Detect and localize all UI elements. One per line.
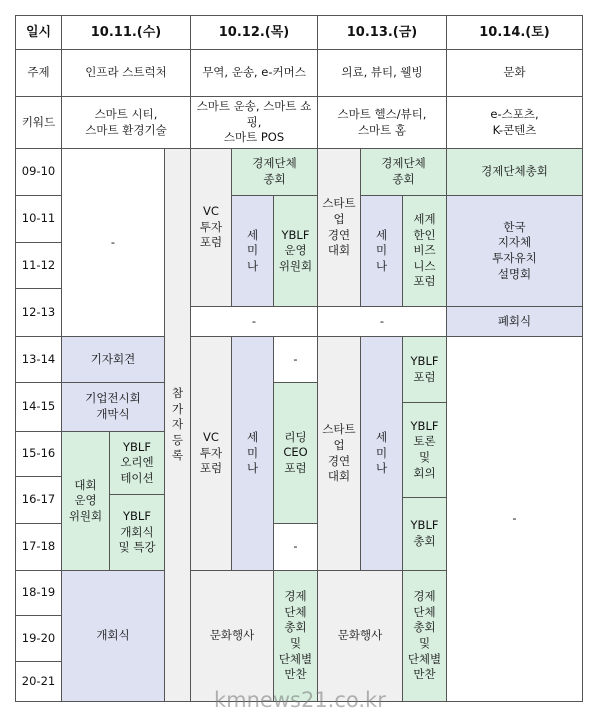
time-slot: 17-18 — [15, 523, 62, 571]
day1-participant-registration: 참 가 자 등 록 — [164, 148, 191, 702]
time-slot: 19-20 — [15, 615, 62, 662]
day2-federation-meeting: 경제단체 종회 — [231, 148, 318, 196]
day3-yblf-debate: YBLF 토론 및 회의 — [402, 402, 447, 498]
keyword-day-1: 스마트 시티, 스마트 환경기술 — [61, 96, 191, 149]
header-date-label: 일시 — [15, 15, 62, 50]
day4-afternoon-empty: - — [446, 336, 583, 702]
theme-day-3: 의료, 뷰티, 웰빙 — [317, 49, 447, 97]
time-slot: 15-16 — [15, 431, 62, 477]
day2-cultural-event: 문화행사 — [190, 570, 274, 702]
day1-morning-empty: - — [61, 148, 165, 337]
day2-seminar-afternoon: 세 미 나 — [231, 336, 274, 571]
day2-empty-late-afternoon: - — [273, 523, 318, 571]
time-slot: 18-19 — [15, 570, 62, 616]
day1-yblf-orientation: YBLF 오리엔 테이션 — [109, 431, 165, 495]
time-slot: 10-11 — [15, 195, 62, 243]
keyword-day-2: 스마트 운송, 스마트 쇼핑, 스마트 POS — [190, 96, 318, 149]
day2-yblf-committee: YBLF 운영 위원회 — [273, 195, 318, 307]
keyword-day-3: 스마트 헬스/뷰티, 스마트 홈 — [317, 96, 447, 149]
header-day-3: 10.13.(금) — [317, 15, 447, 50]
day1-opening-ceremony: 개회식 — [61, 570, 165, 702]
time-slot: 13-14 — [15, 336, 62, 383]
watermark: kmnews21.co.kr — [214, 688, 386, 712]
day3-noon-empty: - — [317, 306, 447, 337]
day4-investment-briefing: 한국 지자체 투자유치 설명회 — [446, 195, 583, 307]
day2-vc-forum-morning: VC 투자 포럼 — [190, 148, 232, 307]
day2-leading-ceo-forum: 리딩 CEO 포럼 — [273, 382, 318, 524]
header-day-2: 10.12.(목) — [190, 15, 318, 50]
header-day-4: 10.14.(토) — [446, 15, 583, 50]
time-slot: 20-21 — [15, 661, 62, 702]
day3-seminar-morning: 세 미 나 — [360, 195, 403, 307]
day3-startup-contest-afternoon: 스타트 업 경연 대회 — [317, 336, 361, 571]
day3-seminar-afternoon: 세 미 나 — [360, 336, 403, 571]
day3-federation-dinner: 경제 단체 총회 및 단체별 만찬 — [402, 570, 447, 702]
day4-federation-general-meeting: 경제단체총회 — [446, 148, 583, 196]
day1-exhibition-opening: 기업전시회 개막식 — [61, 382, 165, 432]
day3-startup-contest-morning: 스타트 업 경연 대회 — [317, 148, 361, 307]
day2-federation-dinner: 경제 단체 총회 및 단체별 만찬 — [273, 570, 318, 702]
day1-yblf-opening-lecture: YBLF 개회식 및 특강 — [109, 494, 165, 571]
day3-yblf-general-assembly: YBLF 총회 — [402, 497, 447, 571]
day2-noon-empty: - — [190, 306, 318, 337]
day3-federation-meeting: 경제단체 종회 — [360, 148, 447, 196]
day2-empty-afternoon: - — [273, 336, 318, 383]
theme-label: 주제 — [15, 49, 62, 97]
day2-seminar-morning: 세 미 나 — [231, 195, 274, 307]
time-slot: 09-10 — [15, 148, 62, 196]
keyword-label: 키워드 — [15, 96, 62, 149]
time-slot: 12-13 — [15, 288, 62, 337]
header-day-1: 10.11.(수) — [61, 15, 191, 50]
time-slot: 16-17 — [15, 476, 62, 524]
keyword-day-4: e-스포츠, K-콘텐츠 — [446, 96, 583, 149]
day1-press-conference: 기자회견 — [61, 336, 165, 383]
day3-world-korean-business-forum: 세계 한인 비즈 니스 포럼 — [402, 195, 447, 307]
theme-day-1: 인프라 스트럭처 — [61, 49, 191, 97]
theme-day-4: 문화 — [446, 49, 583, 97]
day3-yblf-forum: YBLF 포럼 — [402, 336, 447, 403]
day2-vc-forum-afternoon: VC 투자 포럼 — [190, 336, 232, 571]
time-slot: 14-15 — [15, 382, 62, 432]
day4-closing-ceremony: 폐회식 — [446, 306, 583, 337]
day3-cultural-event: 문화행사 — [317, 570, 403, 702]
time-slot: 11-12 — [15, 242, 62, 289]
theme-day-2: 무역, 운송, e-커머스 — [190, 49, 318, 97]
day1-operating-committee: 대회 운영 위원회 — [61, 431, 110, 571]
